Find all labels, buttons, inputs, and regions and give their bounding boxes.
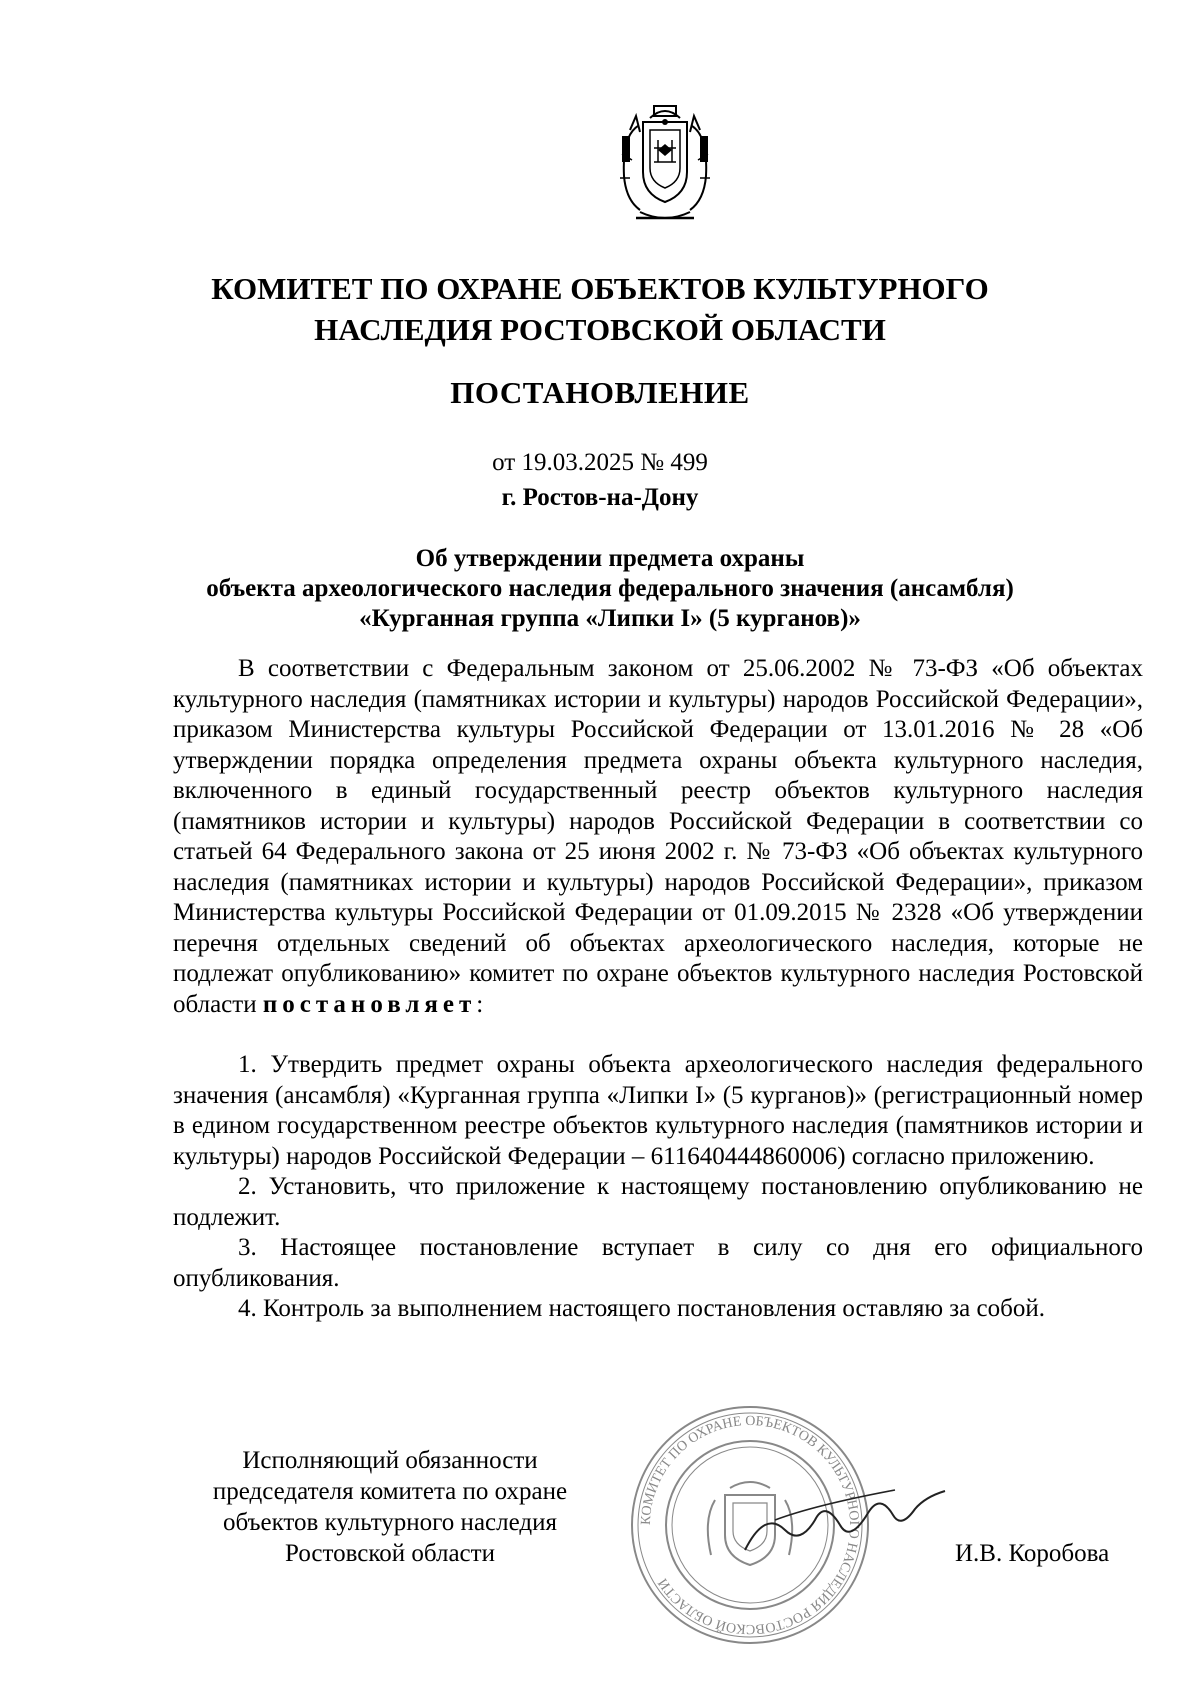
- title-line-1: Об утверждении предмета охраны: [415, 545, 805, 572]
- title-line-3: «Курганная группа «Липки I» (5 курганов)»: [359, 605, 861, 632]
- organization-name: [0, 268, 1200, 350]
- document-title: [160, 544, 1060, 634]
- decree-suffix: :: [476, 990, 484, 1018]
- position-line-4: Ростовской области: [285, 1540, 495, 1567]
- document-type: ПОСТАНОВЛЕНИЕ: [450, 375, 750, 410]
- document-date-number: от 19.03.2025 № 499: [492, 449, 708, 476]
- item-4: 4. Контроль за выполнением настоящего постановления оставляю за собой.: [238, 1295, 1045, 1322]
- signatory-name: И.В. Коробова: [955, 1540, 1110, 1567]
- item-1: 1. Утвердить предмет охраны объекта археологического наследия федерального значения (ансамбля) «Курганная группа «Липки I» (5 курганов)» (регистрационный номер в едином государственном реестре объектов культурного наследия (памятников истории и культуры) народов Российской Федерации – 611640444860006) согласно приложению.: [173, 1051, 1143, 1170]
- coat-of-arms-icon: [610, 100, 720, 230]
- signatory-position: [180, 1445, 600, 1569]
- org-line-2: НАСЛЕДИЯ РОСТОВСКОЙ ОБЛАСТИ: [314, 312, 886, 347]
- seal-ring-text: КОМИТЕТ ПО ОХРАНЕ ОБЪЕКТОВ КУЛЬТУРНОГО НАСЛЕДИЯ РОСТОВСКОЙ ОБЛАСТИ: [638, 1413, 862, 1637]
- document-city: г. Ростов-на-Дону: [501, 484, 699, 511]
- position-line-2: председателя комитета по охране: [212, 1478, 568, 1505]
- item-3: 3. Настоящее постановление вступает в силу со дня его официального опубликования.: [173, 1234, 1143, 1292]
- document-body: [173, 654, 1143, 1325]
- decree-word: постановляет: [262, 990, 477, 1018]
- position-line-3: объектов культурного наследия: [223, 1509, 557, 1536]
- position-line-1: Исполняющий обязанности: [242, 1447, 538, 1474]
- title-line-2: объекта археологического наследия федерального значения (ансамбля): [206, 575, 1014, 602]
- item-2: 2. Установить, что приложение к настоящему постановлению опубликованию не подлежит.: [173, 1173, 1143, 1231]
- org-line-1: КОМИТЕТ ПО ОХРАНЕ ОБЪЕКТОВ КУЛЬТУРНОГО: [211, 271, 989, 306]
- handwritten-signature: [735, 1480, 955, 1570]
- preamble-paragraph: [173, 654, 1143, 1020]
- preamble-text: В соответствии с Федеральным законом от 25.06.2002 № 73-ФЗ «Об объектах культурного наследия (памятниках истории и культуры) народов Российской Федерации», приказом Министерства культуры Российской Федерации от 13.01.2016 № 28 «Об утверждении порядка определения предмета охраны объекта культурного наследия, включенного в единый государственный реестр объектов культурного наследия (памятников истории и культуры) народов Российской Федерации в соответствии со статьей 64 Федерального закона от 25 июня 2002 г. № 73-ФЗ «Об объектах культурного наследия (памятниках истории и культуры) народов Российской Федерации», приказом Министерства культуры Российской Федерации от 01.09.2015 № 2328 «Об утверждении перечня отдельных сведений об объектах археологического наследия, которые не подлежат опубликованию» комитет по охране объектов культурного наследия Ростовской области: [173, 655, 1143, 1018]
